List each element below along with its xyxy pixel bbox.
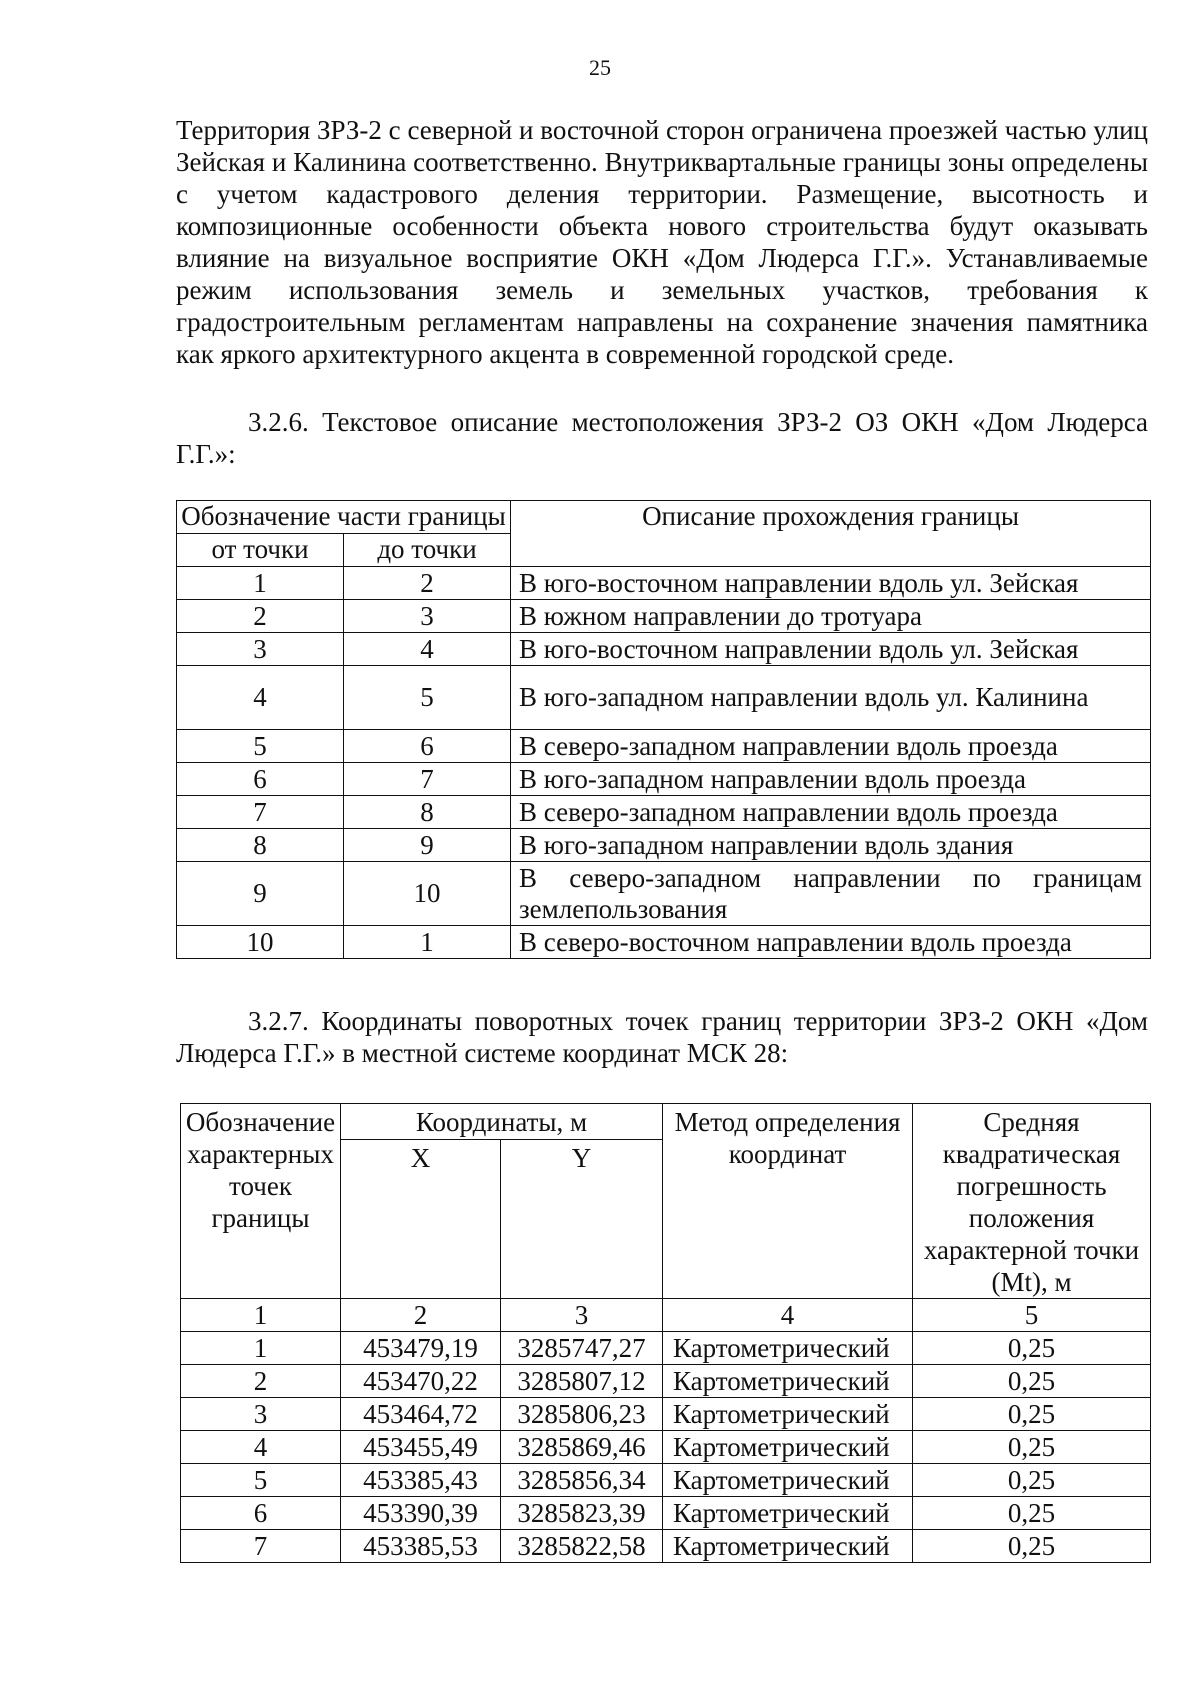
coord-x: 453470,22 — [341, 1365, 501, 1398]
boundary-row — [177, 796, 1151, 829]
boundary-description: В юго-восточном направлении вдоль ул. Зейская — [511, 567, 1151, 600]
coord-y: 3285856,34 — [501, 1464, 663, 1497]
column-number: 5 — [913, 1299, 1151, 1332]
header-coordinates: Координаты, м — [341, 1104, 663, 1140]
method: Картометрический — [663, 1497, 913, 1530]
to-point: 3 — [344, 600, 511, 633]
to-point: 8 — [344, 796, 511, 829]
coord-x: 453385,43 — [341, 1464, 501, 1497]
coord-y: 3285806,23 — [501, 1398, 663, 1431]
coordinate-row — [181, 1365, 1151, 1398]
boundary-description: В северо-западном направлении вдоль проезда — [511, 730, 1151, 763]
method: Картометрический — [663, 1332, 913, 1365]
from-point: 1 — [177, 567, 344, 600]
from-point: 5 — [177, 730, 344, 763]
boundary-description: В северо-восточном направлении вдоль проезда — [511, 926, 1151, 959]
boundary-row — [177, 829, 1151, 862]
boundary-row — [177, 666, 1151, 730]
page-number: 25 — [589, 55, 611, 80]
from-point: 4 — [177, 666, 344, 730]
boundary-row — [177, 567, 1151, 600]
header-method: Метод определения координат — [663, 1104, 913, 1299]
coord-y: 3285869,46 — [501, 1431, 663, 1464]
coordinate-row — [181, 1332, 1151, 1365]
to-point: 9 — [344, 829, 511, 862]
coord-y: 3285823,39 — [501, 1497, 663, 1530]
point-number: 6 — [181, 1497, 341, 1530]
header-from-point: от точки — [177, 534, 344, 567]
header-x: X — [341, 1140, 501, 1299]
to-point: 5 — [344, 666, 511, 730]
point-number: 4 — [181, 1431, 341, 1464]
coord-y: 3285807,12 — [501, 1365, 663, 1398]
method: Картометрический — [663, 1398, 913, 1431]
coord-y: 3285747,27 — [501, 1332, 663, 1365]
error: 0,25 — [913, 1464, 1151, 1497]
boundary-row — [177, 763, 1151, 796]
to-point: 1 — [344, 926, 511, 959]
error: 0,25 — [913, 1332, 1151, 1365]
boundary-row — [177, 730, 1151, 763]
to-point: 6 — [344, 730, 511, 763]
method: Картометрический — [663, 1464, 913, 1497]
boundary-description: В южном направлении до тротуара — [511, 600, 1151, 633]
to-point: 4 — [344, 633, 511, 666]
boundary-row — [177, 633, 1151, 666]
coord-x: 453479,19 — [341, 1332, 501, 1365]
header-point-designation: Обозначение характерных точек границы — [181, 1104, 341, 1299]
paragraph-zone-description: Территория ЗРЗ-2 с северной и восточной сторон ограничена проезжей частью улиц Зейская и Калинина соответственно. Внутриквартальные границы зоны определены с учетом кадастрового деления территории. Размещение, высотность и композиционные особенности объекта нового строительства будут оказывать влияние на визуальное восприятие ОКН «Дом Людерса Г.Г.». Устанавливаемые режим использования земель и земельных участков, требования к градостроительным регламентам направлены на сохранение значения памятника как яркого архитектурного акцента в современной городской среде. — [176, 115, 1148, 369]
header-error: Средняя квадратическая погрешность положения характерной точки (Mt), м — [913, 1104, 1151, 1299]
from-point: 9 — [177, 862, 344, 926]
section-3-2-6-heading: 3.2.6. Текстовое описание местоположения ЗРЗ-2 ОЗ ОКН «Дом Людерса Г.Г.»: — [176, 407, 1148, 469]
to-point: 7 — [344, 763, 511, 796]
from-point: 3 — [177, 633, 344, 666]
boundary-description-table — [176, 500, 1151, 959]
error: 0,25 — [913, 1398, 1151, 1431]
coord-x: 453464,72 — [341, 1398, 501, 1431]
error: 0,25 — [913, 1530, 1151, 1563]
column-number: 1 — [181, 1299, 341, 1332]
coord-x: 453385,53 — [341, 1530, 501, 1563]
from-point: 6 — [177, 763, 344, 796]
header-boundary-description: Описание прохождения границы — [511, 501, 1151, 567]
from-point: 8 — [177, 829, 344, 862]
to-point: 2 — [344, 567, 511, 600]
section-3-2-7-heading: 3.2.7. Координаты поворотных точек границ территории ЗРЗ-2 ОКН «Дом Людерса Г.Г.» в местной системе координат МСК 28: — [176, 1006, 1148, 1068]
from-point: 2 — [177, 600, 344, 633]
method: Картометрический — [663, 1365, 913, 1398]
coordinate-row — [181, 1530, 1151, 1563]
boundary-description: В юго-западном направлении вдоль здания — [511, 829, 1151, 862]
column-number: 4 — [663, 1299, 913, 1332]
header-to-point: до точки — [344, 534, 511, 567]
header-y: Y — [501, 1140, 663, 1299]
coordinate-row — [181, 1398, 1151, 1431]
header-boundary-part: Обозначение части границы — [177, 501, 511, 534]
point-number: 2 — [181, 1365, 341, 1398]
boundary-description: В северо-западном направлении по границам землепользования — [511, 862, 1151, 926]
boundary-row — [177, 600, 1151, 633]
error: 0,25 — [913, 1365, 1151, 1398]
column-number: 3 — [501, 1299, 663, 1332]
boundary-description: В юго-восточном направлении вдоль ул. Зейская — [511, 633, 1151, 666]
method: Картометрический — [663, 1530, 913, 1563]
error: 0,25 — [913, 1431, 1151, 1464]
coordinate-row — [181, 1464, 1151, 1497]
to-point: 10 — [344, 862, 511, 926]
boundary-description: В северо-западном направлении вдоль проезда — [511, 796, 1151, 829]
point-number: 1 — [181, 1332, 341, 1365]
boundary-row — [177, 926, 1151, 959]
coord-y: 3285822,58 — [501, 1530, 663, 1563]
boundary-row — [177, 862, 1151, 926]
boundary-description: В юго-западном направлении вдоль проезда — [511, 763, 1151, 796]
point-number: 7 — [181, 1530, 341, 1563]
from-point: 10 — [177, 926, 344, 959]
coordinates-table — [180, 1103, 1151, 1563]
column-number: 2 — [341, 1299, 501, 1332]
error: 0,25 — [913, 1497, 1151, 1530]
coord-x: 453455,49 — [341, 1431, 501, 1464]
from-point: 7 — [177, 796, 344, 829]
coord-x: 453390,39 — [341, 1497, 501, 1530]
coordinate-row — [181, 1497, 1151, 1530]
boundary-description: В юго-западном направлении вдоль ул. Калинина — [511, 666, 1151, 730]
method: Картометрический — [663, 1431, 913, 1464]
coordinate-row — [181, 1431, 1151, 1464]
point-number: 5 — [181, 1464, 341, 1497]
point-number: 3 — [181, 1398, 341, 1431]
